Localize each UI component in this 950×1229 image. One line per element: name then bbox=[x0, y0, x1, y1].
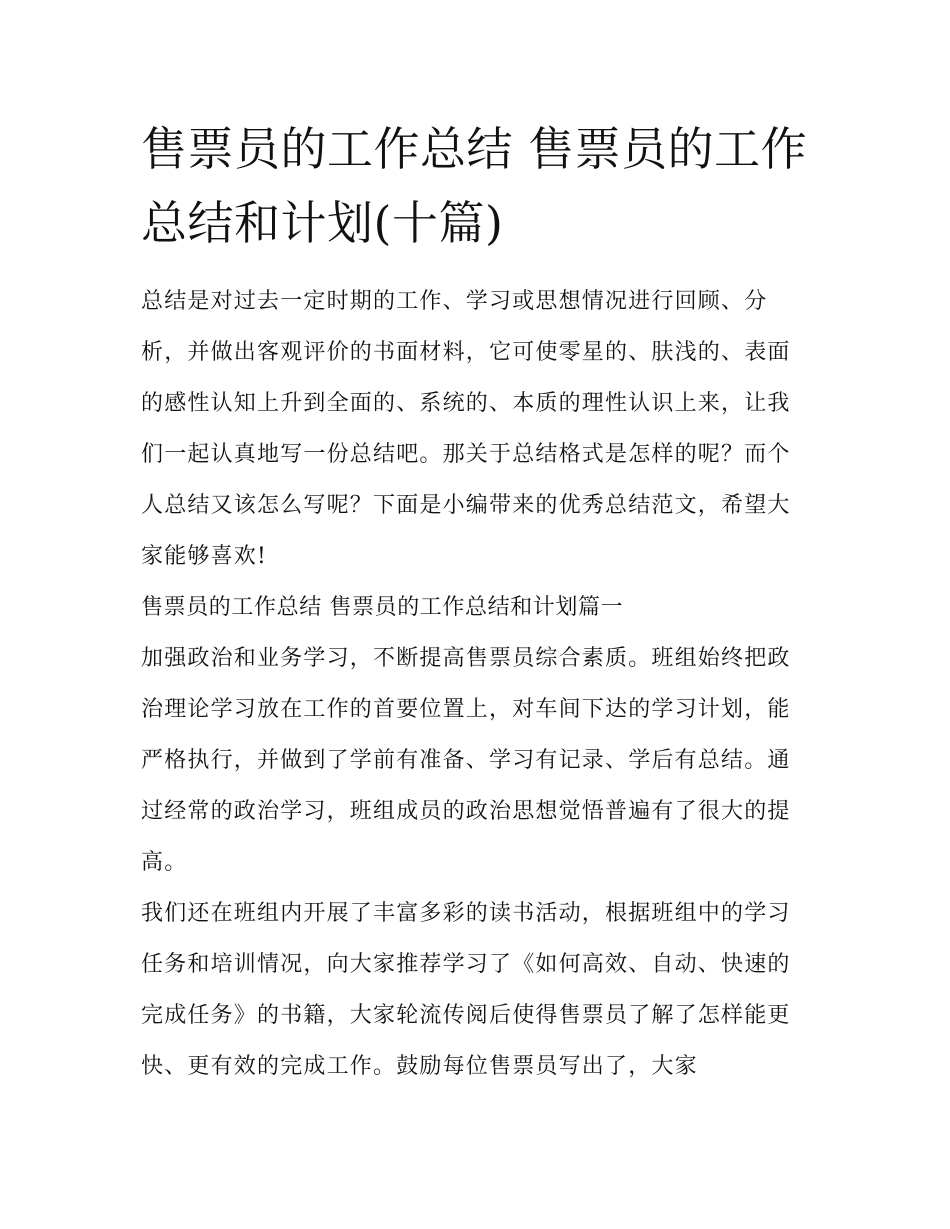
body-paragraph-1: 加强政治和业务学习，不断提高售票员综合素质。班组始终把政治理论学习放在工作的首要位置上，对车间下达的学习计划，能严格执行，并做到了学前有准备、学习有记录、学后有总结。通过经常的政治学习，班组成员的政治思想觉悟普遍有了很大的提高。 bbox=[141, 646, 791, 875]
body-paragraph-2: 我们还在班组内开展了丰富多彩的读书活动，根据班组中的学习任务和培训情况，向大家推荐学习了《如何高效、自动、快速的完成任务》的书籍，大家轮流传阅后使得售票员了解了怎样能更快、更有效的完成工作。鼓励每位售票员写出了，大家 bbox=[141, 901, 791, 1079]
document-body bbox=[141, 112, 813, 1092]
section-heading: 售票员的工作总结 售票员的工作总结和计划篇一 bbox=[141, 595, 624, 620]
document-title: 售票员的工作总结 售票员的工作总结和计划(十篇) bbox=[141, 122, 808, 250]
intro-paragraph: 总结是对过去一定时期的工作、学习或思想情况进行回顾、分析，并做出客观评价的书面材料，它可使零星的、肤浅的、表面的感性认知上升到全面的、系统的、本质的理性认识上来，让我们一起认真地写一份总结吧。那关于总结格式是怎样的呢？而个人总结又该怎么写呢？下面是小编带来的优秀总结范文，希望大家能够喜欢! bbox=[141, 289, 791, 569]
